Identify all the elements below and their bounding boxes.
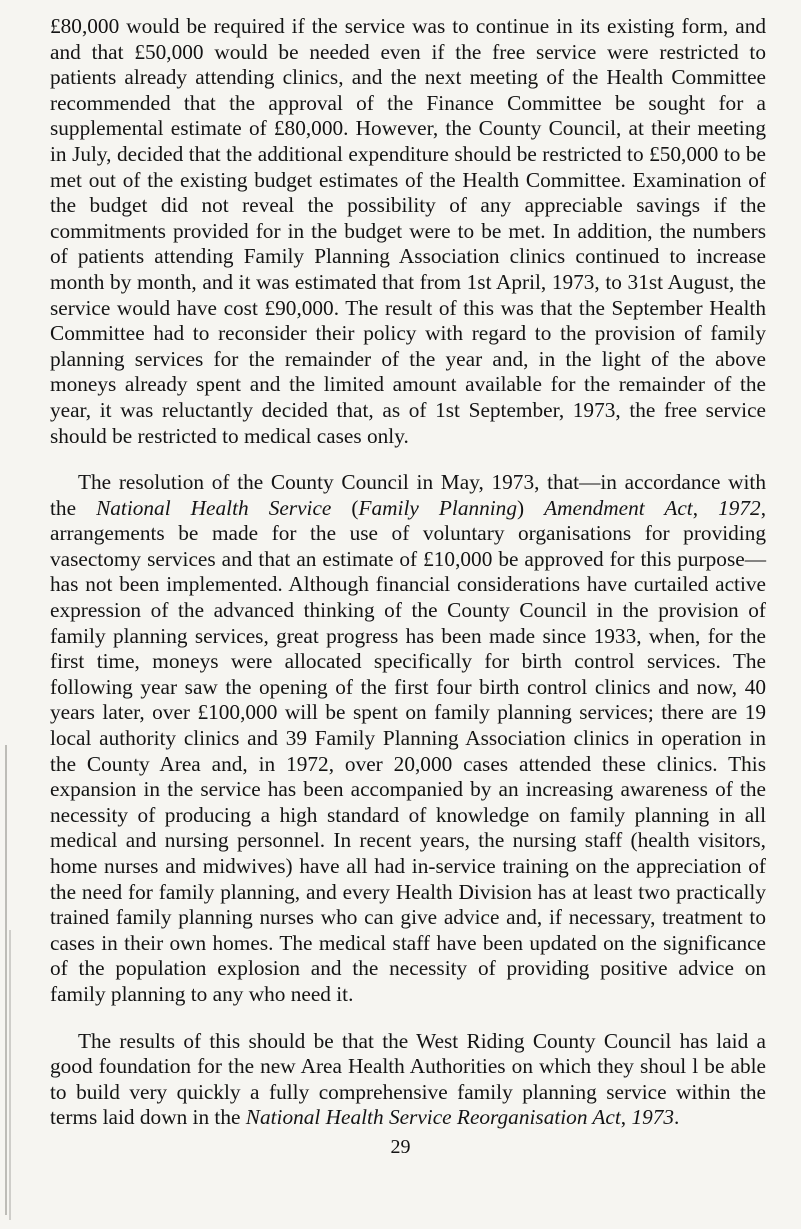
- paragraph-budget-restrictions: [50, 14, 766, 449]
- paragraph-text: The results of this should be that the West Riding County Council has laid a good foundation for the new Area Health Authorities on which they shoul l be able to build very quickly a fully comprehensive family planning service within the terms laid down in the: [50, 1028, 766, 1130]
- page-number: 29: [390, 1136, 411, 1158]
- italic-title-text: Amendment Act: [544, 495, 693, 520]
- paragraph-text: (: [331, 495, 359, 520]
- body-text: [50, 14, 766, 1131]
- paragraph-text: , arrangements be made for the use of voluntary organisations for providing vasectomy services and that an estimate of £10,000 be approved for this purpose—has not been implemented. Although financial considerations have curtailed active expression of the advanced thinking of the County Council in the provision of family planning services, great progress has been made since 1933, when, for the first time, moneys were allocated specifically for birth control services. The following year saw the opening of the first four birth control clinics and now, 40 years later, over £100,000 will be spent on family planning services; there are 19 local authority clinics and 39 Family Planning Association clinics in operation in the County Area and, in 1972, over 20,000 cases attended these clinics. This expansion in the service has been accompanied by an increasing awareness of the necessity of producing a high standard of knowledge on family planning in all medical and nursing personnel. In recent years, the nursing staff (health visitors, home nurses and midwives) have all had in-service training on the appreciation of the need for family planning, and every Health Division has at least two practically trained family planning nurses who can give advice and, if necessary, treatment to cases in their own homes. The medical staff have been updated on the significance of the population explosion and the necessity of providing positive advice on family planning to any who need it.: [50, 495, 767, 1006]
- paragraph-text: .: [674, 1105, 680, 1130]
- italic-title-text: National Health Service Reorganisation Act: [245, 1105, 621, 1130]
- paragraph-vasectomy-resolution: [50, 470, 766, 1007]
- scan-edge-line: [9, 930, 11, 1220]
- scan-edge-line: [5, 745, 7, 1215]
- paragraph-results: [50, 1029, 766, 1131]
- italic-title-text: 1973: [631, 1105, 675, 1130]
- paragraph-text: The resolution of the County Council in May, 1973, that—in accordance with the: [50, 470, 766, 520]
- italic-title-text: National Health Service: [96, 495, 332, 520]
- paragraph-text: £80,000 would be required if the service was to continue in its existing form, and and that £50,000 would be needed even if the free service were restricted to patients already attending clinics, and the next meeting of the Health Committee recommended that the approval of the Finance Committee be sought for a supplemental estimate of £80,000. However, the County Council, at their meeting in July, decided that the additional expenditure should be restricted to £50,000 to be met out of the existing budget estimates of the Health Committee. Examination of the budget did not reveal the possibility of any appreciable savings if the commitments provided for in the budget were to be met. In addition, the numbers of patients attending Family Planning Association clinics continued to increase month by month, and it was estimated that from 1st April, 1973, to 31st August, the service would have cost £90,000. The result of this was that the September Health Committee had to reconsider their policy with regard to the provision of family planning services for the remainder of the year and, in the light of the above moneys already spent and the limited amount available for the remainder of the year, it was reluctantly decided that, as of 1st September, 1973, the free service should be restricted to medical cases only.: [50, 14, 766, 448]
- italic-title-text: Family Planning: [358, 495, 517, 520]
- italic-title-text: 1972: [718, 495, 761, 520]
- paragraph-text: ,: [620, 1105, 632, 1130]
- paragraph-text: ,: [692, 495, 719, 520]
- paragraph-text: ): [516, 495, 545, 520]
